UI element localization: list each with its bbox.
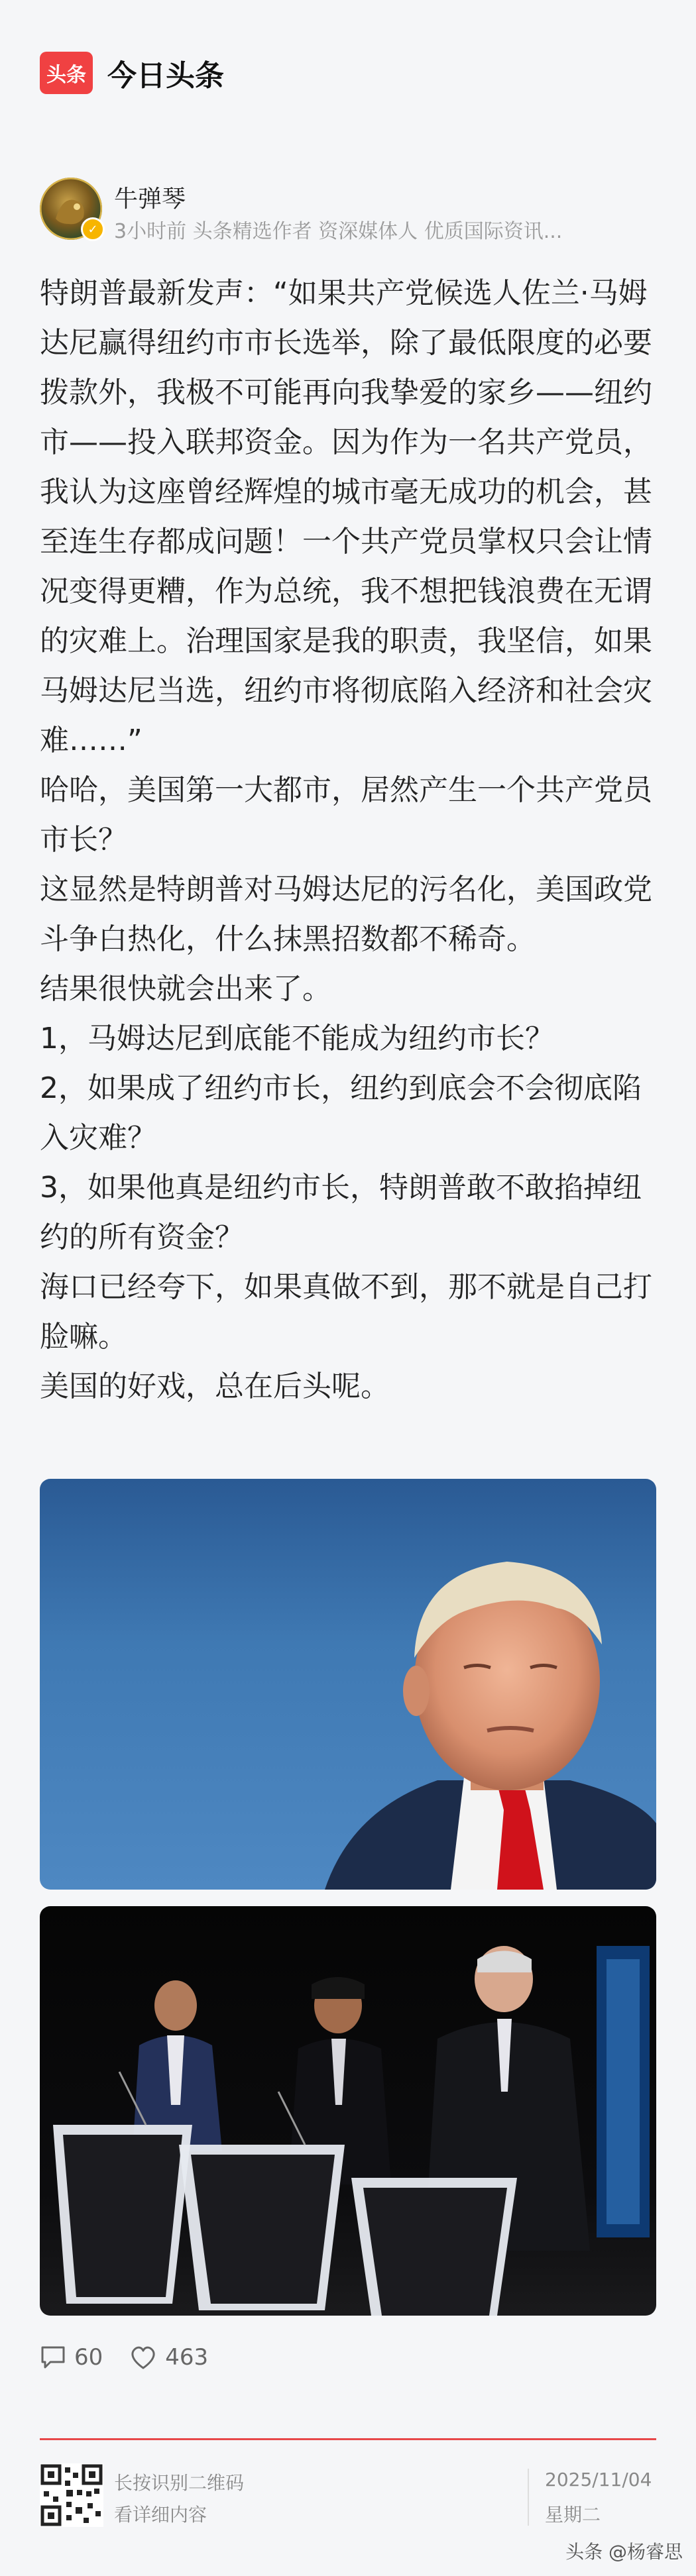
article-photo-debate[interactable] <box>40 1906 656 2316</box>
paragraph: 3，如果他真是纽约市长，特朗普敢不敢掐掉纽约的所有资金？ <box>40 1171 642 1254</box>
share-footer <box>40 2463 656 2536</box>
comment-count: 60 <box>74 2344 103 2371</box>
author-name[interactable]: 牛弹琴 <box>114 186 186 213</box>
footer-divider-line <box>40 2438 656 2440</box>
app-name: 今日头条 <box>107 59 224 93</box>
footer-divider <box>528 2469 529 2526</box>
verified-badge-icon: ✓ <box>81 217 105 241</box>
heart-icon <box>129 2345 157 2370</box>
article-photo-portrait[interactable] <box>40 1479 656 1890</box>
like-count: 463 <box>165 2344 209 2371</box>
author-avatar[interactable] <box>40 178 102 240</box>
qr-hint: 长按识别二维码 <box>114 2472 245 2494</box>
app-logo[interactable]: 头条 <box>40 52 93 94</box>
paragraph: 海口已经夸下，如果真做不到，那不就是自己打脸嘛。 <box>40 1270 652 1354</box>
paragraph: 特朗普最新发声：“如果共产党候选人佐兰·马姆达尼赢得纽约市市长选举，除了最低限度的必要拨款外，我极不可能再向我挚爱的家乡——纽约市——投入联邦资金。因为作为一名共产党员，我认为这座曾经辉煌的城市毫无成功的机会，甚至连生存都成问题！一个共产党员掌权只会让情况变得更糟，作为总统，我不想把钱浪费在无谓的灾难上。治理国家是我的职责，我坚信，如果马姆达尼当选，纽约市将彻底陷入经济和社会灾难……” <box>40 276 652 757</box>
debate-illustration <box>40 1906 656 2316</box>
paragraph: 1，马姆达尼到底能不能成为纽约市长？ <box>40 1022 554 1055</box>
footer-date: 2025/11/04 <box>545 2469 652 2491</box>
paragraph: 2，如果成了纽约市长，纽约到底会不会彻底陷入灾难？ <box>40 1071 642 1155</box>
paragraph: 美国的好戏，总在后头呢。 <box>40 1369 390 1403</box>
portrait-illustration <box>40 1479 656 1890</box>
author-meta: 3小时前 头条精选作者 资深媒体人 优质国际资讯... <box>114 220 563 243</box>
footer-weekday: 星期二 <box>545 2504 601 2526</box>
qr-subhint: 看详细内容 <box>114 2504 207 2526</box>
article-body <box>40 268 660 1411</box>
qr-code-icon[interactable] <box>40 2463 103 2527</box>
paragraph: 结果很快就会出来了。 <box>40 972 331 1006</box>
comment-icon <box>40 2345 66 2370</box>
paragraph: 哈哈，美国第一大都市，居然产生一个共产党员市长？ <box>40 773 652 857</box>
like-button[interactable] <box>129 2344 208 2371</box>
app-header <box>40 53 224 93</box>
watermark: 头条 @杨睿思 <box>565 2541 683 2563</box>
engagement-bar <box>40 2341 235 2374</box>
paragraph: 这显然是特朗普对马姆达尼的污名化，美国政党斗争白热化，什么抹黑招数都不稀奇。 <box>40 873 652 956</box>
author-row[interactable] <box>40 178 663 250</box>
comment-button[interactable] <box>40 2344 103 2371</box>
